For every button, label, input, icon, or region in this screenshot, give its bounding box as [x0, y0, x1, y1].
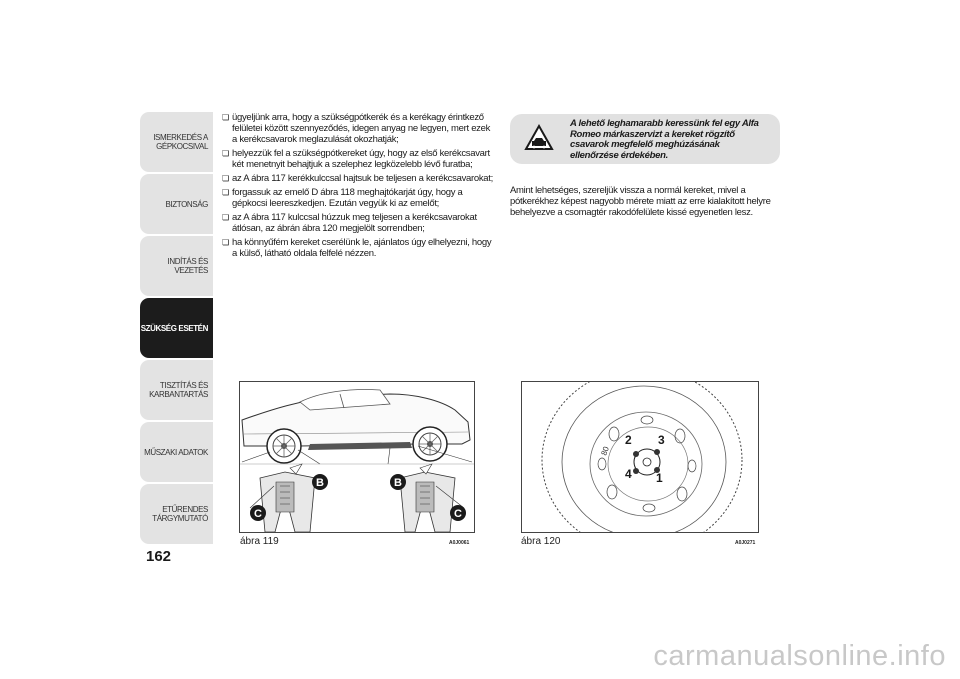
figure-120 — [521, 381, 759, 533]
bolt-label-3: 3 — [658, 433, 665, 447]
tab-muszaki-adatok[interactable]: MŰSZAKI ADATOK — [140, 422, 213, 482]
list-item: ❏ helyezzük fel a szükségpótkereket úgy, hogy az első kerékcsavart két menetnyit behajtjuk a szelephez legközelebb lévő furatba; — [222, 148, 494, 170]
jack-detail-right — [400, 464, 464, 532]
warning-text: A lehető leghamarabb keressünk fel egy Alfa Romeo márkaszervizt a kereket rögzítő csavarok megfelelő meghúzásának ellenőrzése érdekében. — [570, 118, 759, 161]
figure-120-caption: ábra 120 — [521, 536, 561, 547]
svg-text:C: C — [454, 508, 462, 520]
list-item: ❏ forgassuk az emelő D ábra 118 meghajtókarját úgy, hogy a gépkocsi leereszkedjen. Ezután vegyük ki az emelőt; — [222, 187, 494, 209]
bolt-label-1: 1 — [656, 471, 663, 485]
label-c-left — [250, 505, 266, 521]
figure-119-code: A0J0061 — [449, 540, 470, 546]
tab-inditas[interactable]: INDÍTÁS ÉS VEZETÉS — [140, 236, 213, 296]
warning-triangle-icon — [524, 123, 554, 153]
figure-119-caption: ábra 119 — [240, 536, 279, 547]
rear-wheel — [413, 427, 447, 461]
tab-tisztitas[interactable]: TISZTÍTÁS ÉS KARBANTARTÁS — [140, 360, 213, 420]
page-number: 162 — [146, 548, 172, 565]
list-item: ❏ az A ábra 117 kulccsal húzzuk meg teljesen a kerékcsavarokat átlósan, az ábrán ábra 120 megjelölt sorrendben; — [222, 212, 494, 234]
tab-ismerkedes[interactable]: ISMERKEDÉS A GÉPKOCSIVAL — [140, 112, 213, 172]
figure-120-code: A0J0271 — [735, 540, 756, 546]
tab-biztonsag[interactable]: BIZTONSÁG — [140, 174, 213, 234]
svg-text:B: B — [394, 477, 402, 489]
label-b-right — [390, 474, 406, 490]
front-wheel — [267, 429, 301, 463]
svg-text:B: B — [316, 477, 324, 489]
tab-szukseg-eseten[interactable]: SZÜKSÉG ESETÉN — [140, 298, 213, 358]
rim-marking: 80 — [599, 445, 611, 457]
watermark: carmanualsonline.info — [653, 640, 946, 672]
instruction-list — [222, 112, 494, 259]
label-b-left — [312, 474, 328, 490]
list-item: ❏ ügyeljünk arra, hogy a szükségpótkerék és a kerékagy érintkező felületei között szennyeződés, idegen anyag ne legyen, mert ezek a kerékcsavarok meglazulását okozhatják; — [222, 112, 494, 145]
wheel-bolt-sequence-illustration — [522, 382, 758, 532]
bolt-label-2: 2 — [625, 433, 632, 447]
jack-detail-left — [250, 464, 315, 532]
body-paragraph: Amint lehetséges, szereljük vissza a normál kereket, mivel a pótkerékhez képest nagyobb mérete miatt az erre kialakított helyre behelyezve a csomagtér rakodófelülete kissé egyenetlen lesz. — [510, 185, 771, 218]
chapter-tabs — [140, 112, 213, 546]
list-item: ❏ ha könnyűfém kereket cserélünk le, ajánlatos úgy elhelyezni, hogy a külső, látható oldala felfelé nézzen. — [222, 237, 494, 259]
tab-targymutato[interactable]: ETŰRENDES TÁRGYMUTATÓ — [140, 484, 213, 544]
instruction-column — [222, 112, 494, 262]
label-c-right — [450, 505, 466, 521]
svg-text:C: C — [254, 508, 262, 520]
jack-points-illustration — [240, 382, 474, 532]
warning-box — [510, 114, 780, 164]
bolt-label-4: 4 — [625, 467, 632, 481]
list-item: ❏ az A ábra 117 kerékkulccsal hajtsuk be teljesen a kerékcsavarokat; — [222, 173, 494, 184]
figure-119 — [239, 381, 475, 533]
